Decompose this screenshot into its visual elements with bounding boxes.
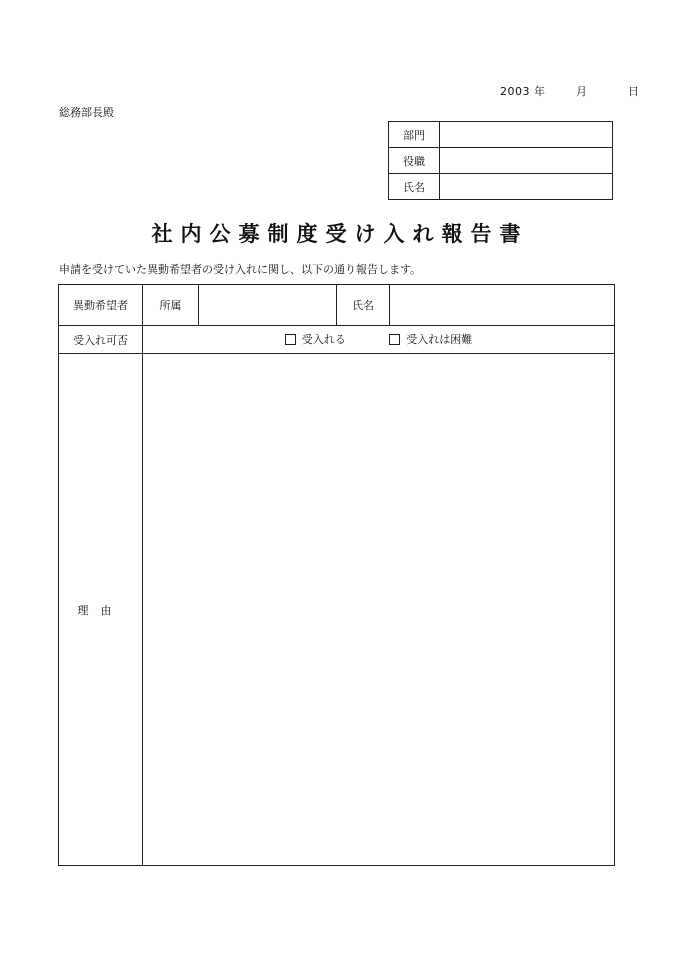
- acceptance-options: [143, 326, 615, 354]
- accept-option-label: 受入れる: [301, 333, 346, 347]
- accept-option[interactable]: [285, 331, 346, 347]
- position-row: [389, 148, 613, 174]
- day-unit: 日: [628, 85, 640, 98]
- reason-row: [59, 354, 615, 866]
- addressee: 総務部長殿: [59, 106, 114, 119]
- year-text: 2003: [500, 85, 530, 98]
- dept-row: [389, 122, 613, 148]
- applicant-name-label: 氏名: [337, 285, 390, 326]
- reporter-name-field[interactable]: [440, 174, 613, 200]
- reporter-name-row: [389, 174, 613, 200]
- year-unit: 年: [534, 85, 546, 98]
- dept-label: 部門: [389, 122, 440, 148]
- position-field[interactable]: [440, 148, 613, 174]
- intro-text: 申請を受けていた異動希望者の受け入れに関し、以下の通り報告します。: [59, 263, 422, 276]
- date-line: [500, 83, 640, 99]
- affiliation-field[interactable]: [199, 285, 337, 326]
- acceptance-row: [59, 326, 615, 354]
- accept-checkbox[interactable]: [285, 334, 296, 345]
- dept-field[interactable]: [440, 122, 613, 148]
- document-title: 社内公募制度受け入れ報告書: [151, 221, 529, 246]
- report-table: [58, 284, 615, 866]
- department-box: [388, 121, 613, 200]
- reason-label: 理由: [59, 354, 143, 866]
- difficult-checkbox[interactable]: [389, 334, 400, 345]
- applicant-row: [59, 285, 615, 326]
- applicant-name-field[interactable]: [390, 285, 615, 326]
- reporter-name-label: 氏名: [389, 174, 440, 200]
- affiliation-label: 所属: [143, 285, 199, 326]
- applicant-label: 異動希望者: [59, 285, 143, 326]
- position-label: 役職: [389, 148, 440, 174]
- acceptance-label: 受入れ可否: [59, 326, 143, 354]
- reason-field[interactable]: [143, 354, 615, 866]
- difficult-option[interactable]: [389, 331, 472, 347]
- difficult-option-label: 受入れは困難: [406, 333, 473, 347]
- month-unit: 月: [576, 85, 588, 98]
